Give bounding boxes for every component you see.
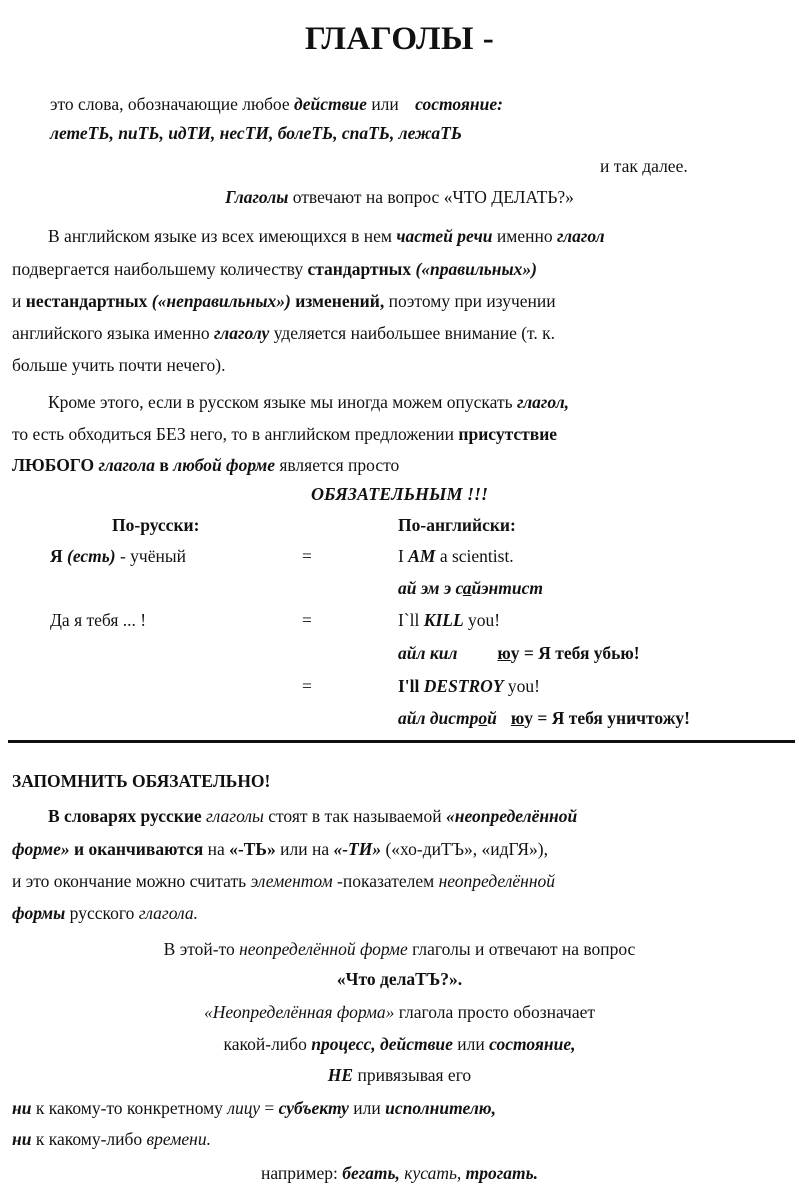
verb: пиТЬ, xyxy=(118,123,169,143)
emphasis: «-ТИ» xyxy=(333,839,382,859)
para1-line-3 xyxy=(12,290,556,313)
emphasis: частей речи xyxy=(396,226,493,246)
row2-transcription xyxy=(398,642,640,665)
emphasis: (есть) xyxy=(62,546,116,566)
para2-line-2 xyxy=(12,423,557,446)
emphasis: «Неопределённая форма» xyxy=(203,1002,395,1022)
text-span: русского xyxy=(65,903,139,923)
text-span: айл кил xyxy=(398,643,458,663)
text-span: - учёный xyxy=(115,546,186,566)
row3-transcription xyxy=(398,707,690,730)
emphasis: действие xyxy=(375,1034,453,1054)
emphasis: изменений, xyxy=(290,291,385,311)
emphasis: любой форме xyxy=(173,455,275,475)
text-span: I xyxy=(398,546,409,566)
para1-line-4 xyxy=(12,322,555,345)
emphasis: трогать. xyxy=(465,1163,538,1183)
intro-line-2-verbs xyxy=(50,122,462,145)
section2-line-8 xyxy=(0,1033,799,1056)
emphasis: «-ТЬ» xyxy=(229,839,276,859)
emphasis: элементом xyxy=(250,871,333,891)
page-title: ГЛАГОЛЫ - xyxy=(304,21,495,57)
emphasis: процесс, xyxy=(311,1034,376,1054)
row2-equals: = xyxy=(302,610,312,630)
section2-line-9 xyxy=(0,1064,799,1087)
emphasis: состояние: xyxy=(415,94,503,114)
text-span: и это окончание можно считать xyxy=(12,871,251,891)
section2-line-6: «Что делаТЪ?». xyxy=(336,969,463,989)
section2-line-11 xyxy=(12,1128,211,1151)
row3-equals: = xyxy=(302,676,312,696)
emphasis: НЕ xyxy=(327,1065,354,1085)
emphasis: ни xyxy=(12,1098,32,1118)
text-span: и xyxy=(12,291,26,311)
emphasis: глагол, xyxy=(516,392,570,412)
row3-english xyxy=(398,675,540,698)
text-span: йэнтист xyxy=(471,578,543,598)
stressed-letter: ю xyxy=(510,708,525,728)
emphasis: присутствие xyxy=(458,424,558,444)
stressed-letter: о xyxy=(478,708,488,728)
text-span: ай эм э с xyxy=(398,578,463,598)
para2-line-4: ОБЯЗАТЕЛЬНЫМ !!! xyxy=(310,484,489,504)
emphasis: бегать, xyxy=(342,1163,405,1183)
emphasis: ЛЮБОГО xyxy=(12,455,99,475)
para2-line-3 xyxy=(12,454,399,477)
text-span: you! xyxy=(463,610,501,630)
text-span: = xyxy=(259,1098,279,1118)
text-span: отвечают на вопрос «ЧТО ДЕЛАТЬ?» xyxy=(288,187,574,207)
section2-line-7 xyxy=(0,1001,799,1024)
text-span: й xyxy=(487,708,497,728)
intro-question xyxy=(0,186,799,209)
emphasis: глагол xyxy=(556,226,605,246)
emphasis: глагола xyxy=(98,455,155,475)
text-span: Кроме этого, если в русском языке мы иногда можем опускать xyxy=(48,392,517,412)
text-span: you! xyxy=(503,676,540,696)
emphasis: русские xyxy=(140,806,202,826)
text-span: например: xyxy=(261,1163,343,1183)
text-span: («хо-диТЪ», «идГЯ»), xyxy=(381,839,548,859)
text-span: поэтому при изучении xyxy=(384,291,556,311)
emphasis: в xyxy=(154,455,174,475)
text-span: В английском языке из всех имеющихся в нем xyxy=(48,226,397,246)
text-span: у xyxy=(524,708,533,728)
emphasis: AM xyxy=(408,546,436,566)
para2-line-1 xyxy=(48,391,569,414)
text-span: к какому-то конкретному xyxy=(31,1098,228,1118)
verb: идТИ, xyxy=(168,123,220,143)
text-span: именно xyxy=(492,226,557,246)
text-span: или xyxy=(366,94,404,114)
row1-equals: = xyxy=(302,546,312,566)
verb: спаТЬ, xyxy=(341,123,399,143)
translation: = Я тебя уничтожу! xyxy=(533,708,690,728)
text-span: глаголы и отвечают на вопрос xyxy=(407,939,636,959)
intro-line-3: и так далее. xyxy=(600,156,688,176)
section2-line-1 xyxy=(48,805,577,828)
text-span: -показателем xyxy=(332,871,439,891)
emphasis: «неопределённой xyxy=(446,806,578,826)
emphasis: глагола. xyxy=(138,903,199,923)
emphasis: неопределённой форме xyxy=(239,939,408,959)
emphasis: Глаголы xyxy=(225,187,289,207)
text-span: I`ll xyxy=(398,610,424,630)
text-span: или xyxy=(452,1034,490,1054)
table-head-russian: По-русски: xyxy=(112,515,200,535)
emphasis: формы xyxy=(12,903,66,923)
emphasis: лицу xyxy=(227,1098,260,1118)
emphasis: («неправильных») xyxy=(147,291,291,311)
emphasis: нестандартных xyxy=(25,291,148,311)
text-span: английского языка именно xyxy=(12,323,215,343)
text-span: то есть обходиться БЕЗ него, то в английском предложении xyxy=(12,424,459,444)
text-span: подвергается наибольшему количеству xyxy=(12,259,308,279)
row1-transcription xyxy=(398,577,543,600)
text-span: стоят в так называемой xyxy=(263,806,447,826)
emphasis: действие xyxy=(294,94,367,114)
text-span: уделяется наибольшее внимание (т. к. xyxy=(269,323,556,343)
emphasis: исполнителю, xyxy=(385,1098,496,1118)
emphasis: ни xyxy=(12,1129,32,1149)
emphasis: оканчиваются xyxy=(88,839,204,859)
emphasis: KILL xyxy=(423,610,464,630)
stressed-letter: ю xyxy=(497,643,511,663)
emphasis: неопределённой xyxy=(438,871,556,891)
verb: несТИ, xyxy=(219,123,278,143)
text-span: глагола просто обозначает xyxy=(394,1002,596,1022)
section2-line-2 xyxy=(12,838,548,861)
emphasis: В словарях xyxy=(48,806,141,826)
emphasis: глаголу xyxy=(214,323,270,343)
row2-russian: Да я тебя ... ! xyxy=(50,610,147,630)
intro-line-1 xyxy=(50,93,503,116)
text-span: В этой-то xyxy=(163,939,240,959)
section2-heading: ЗАПОМНИТЬ ОБЯЗАТЕЛЬНО! xyxy=(12,771,271,791)
row2-english xyxy=(398,609,500,632)
row1-russian xyxy=(50,545,186,568)
emphasis: субъекту xyxy=(278,1098,349,1118)
emphasis: времени. xyxy=(146,1129,211,1149)
text-span: I'll xyxy=(398,676,424,696)
section-divider xyxy=(8,740,795,743)
verb: болеТЬ, xyxy=(277,123,342,143)
section2-line-12 xyxy=(0,1162,799,1185)
text-span: на xyxy=(203,839,230,859)
emphasis: стандартных xyxy=(307,259,412,279)
para1-line-1 xyxy=(48,225,605,248)
para1-line-5: больше учить почти нечего). xyxy=(12,355,226,375)
emphasis: кусать, xyxy=(404,1163,466,1183)
section2-line-3 xyxy=(12,870,555,893)
emphasis: Я xyxy=(50,546,63,566)
emphasis: форме» xyxy=(12,839,70,859)
row1-english xyxy=(398,545,514,568)
section2-line-10 xyxy=(12,1097,496,1120)
text-span: привязывая его xyxy=(353,1065,472,1085)
text-span: у xyxy=(510,643,520,663)
emphasis: и xyxy=(69,839,89,859)
text-span: является просто xyxy=(274,455,400,475)
text-span: или xyxy=(348,1098,386,1118)
text-span: айл дистр xyxy=(398,708,479,728)
text-span: к какому-либо xyxy=(31,1129,147,1149)
emphasis: («правильных») xyxy=(411,259,537,279)
para1-line-2 xyxy=(12,258,537,281)
translation: = Я тебя убью! xyxy=(519,643,640,663)
text-span: это слова, обозначающие любое xyxy=(50,94,295,114)
text-span: какой-либо xyxy=(223,1034,312,1054)
text-span: a scientist. xyxy=(435,546,514,566)
text-span: или на xyxy=(275,839,334,859)
emphasis: глаголы xyxy=(201,806,264,826)
emphasis: DESTROY xyxy=(423,676,504,696)
table-head-english: По-английски: xyxy=(398,515,516,535)
stressed-letter: а xyxy=(462,578,472,598)
emphasis: состояние, xyxy=(489,1034,576,1054)
section2-line-5 xyxy=(0,938,799,961)
section2-line-4 xyxy=(12,902,198,925)
verb: летеТЬ, xyxy=(50,123,119,143)
verb: лежаТЬ xyxy=(398,123,462,143)
